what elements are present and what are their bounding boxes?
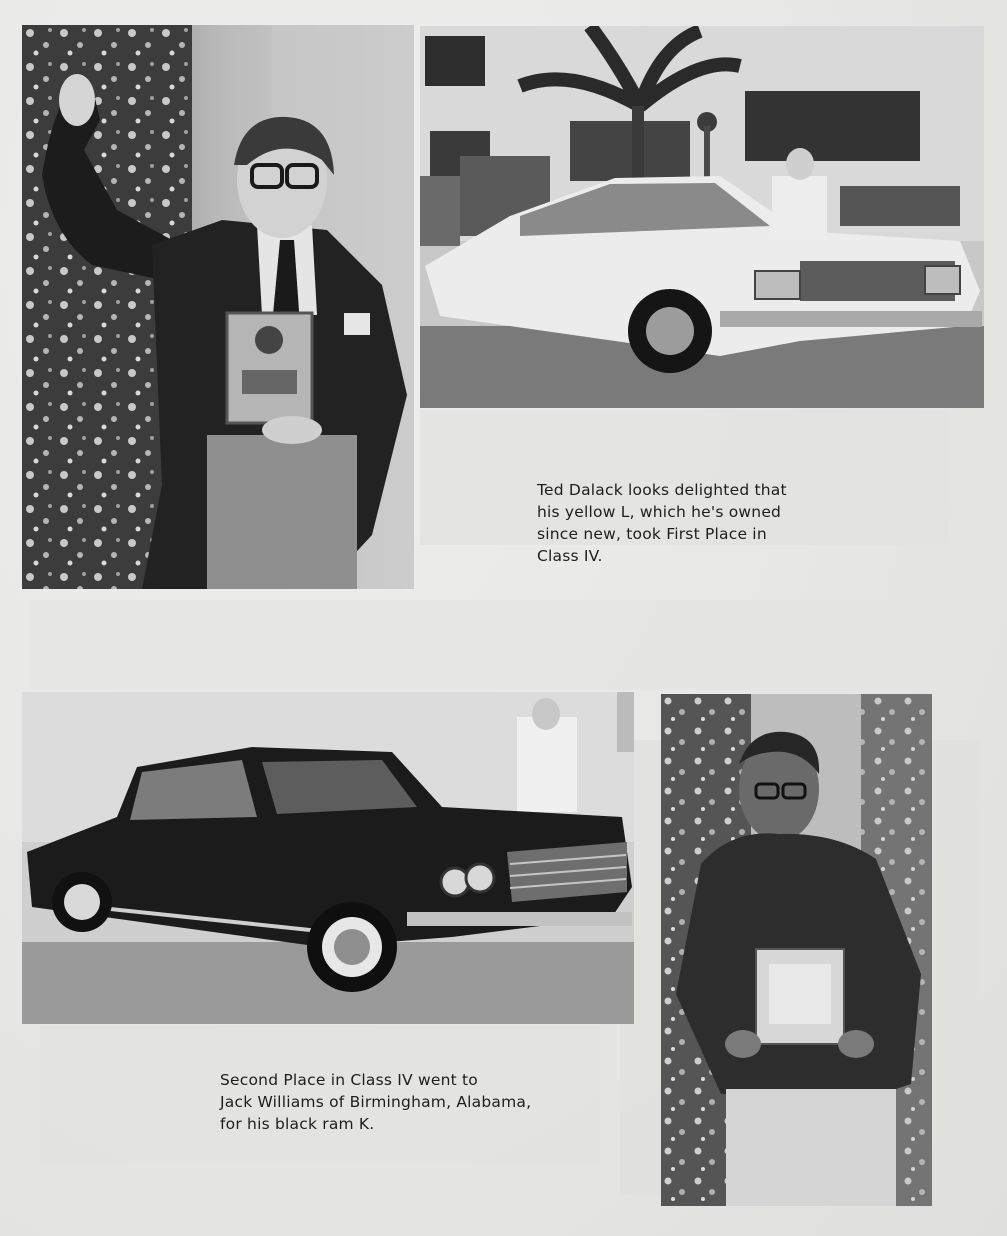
caption-line: Second Place in Class IV went to bbox=[220, 1071, 478, 1089]
caption-second-place bbox=[220, 1069, 531, 1135]
man-waving-illustration bbox=[22, 25, 414, 589]
photo-black-car bbox=[22, 692, 634, 1024]
caption-line: his yellow L, which he's owned bbox=[537, 503, 782, 521]
caption-line: for his black ram K. bbox=[220, 1115, 375, 1133]
caption-line: Class IV. bbox=[537, 547, 603, 565]
caption-first-place bbox=[537, 479, 787, 567]
photo-yellow-car bbox=[420, 26, 984, 408]
caption-line: since new, took First Place in bbox=[537, 525, 767, 543]
yellow-car-illustration bbox=[420, 26, 984, 408]
photo-man-waving bbox=[22, 25, 414, 589]
photo-man-plaque bbox=[661, 694, 932, 1206]
caption-line: Ted Dalack looks delighted that bbox=[537, 481, 787, 499]
bleed-through-panel bbox=[30, 600, 970, 690]
man-plaque-illustration bbox=[661, 694, 932, 1206]
caption-line: Jack Williams of Birmingham, Alabama, bbox=[220, 1093, 532, 1111]
black-car-illustration bbox=[22, 692, 634, 1024]
